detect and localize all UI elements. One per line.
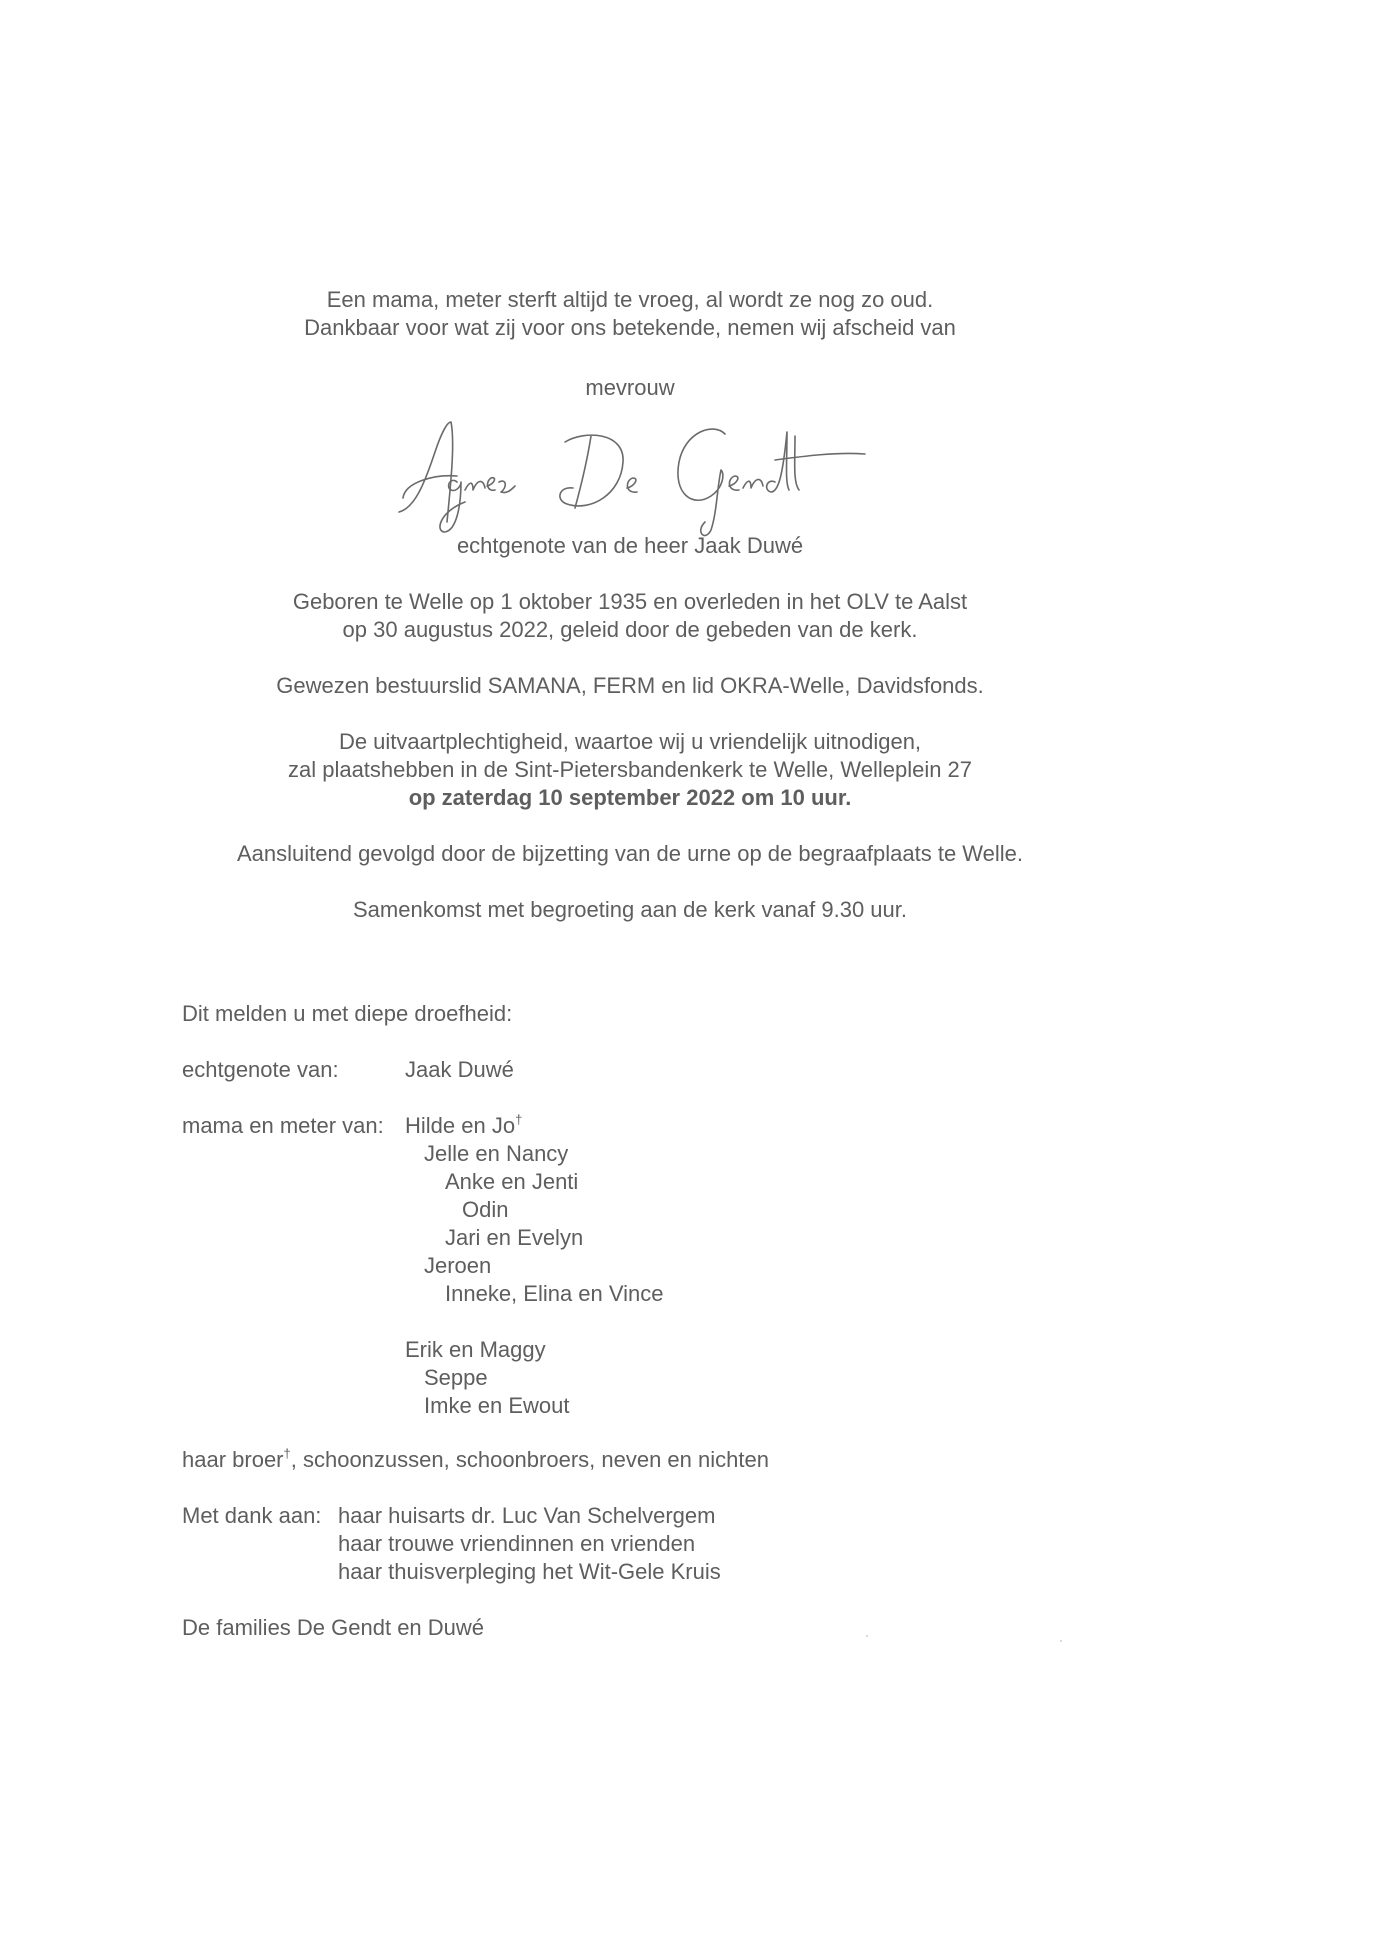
speck-mark xyxy=(866,1635,868,1637)
intro-line-1: Een mama, meter sterft altijd te vroeg, al wordt ze nog zo oud. xyxy=(326,287,934,312)
child-entry: Erik en Maggy xyxy=(405,1337,546,1362)
interment-info: Aansluitend gevolgd door de bijzetting van de urne op de begraafplaats te Welle. xyxy=(236,841,1024,866)
great-grandchild-entry: Odin xyxy=(462,1197,509,1222)
spouse-value: Jaak Duwé xyxy=(405,1057,514,1082)
grandchild-entry: Imke en Ewout xyxy=(424,1393,570,1418)
thanks-item: haar trouwe vriendinnen en vrienden xyxy=(338,1531,696,1556)
dagger-mark: † xyxy=(283,1446,291,1461)
grandchild-entry: Anke en Jenti xyxy=(445,1169,579,1194)
funeral-line-1: De uitvaartplechtigheid, waartoe wij u vriendelijk uitnodigen, xyxy=(338,729,922,754)
thanks-label: Met dank aan: xyxy=(182,1503,322,1528)
dagger-mark: † xyxy=(515,1112,523,1127)
title-word: mevrouw xyxy=(585,375,675,400)
funeral-info xyxy=(0,728,1260,812)
grandchild-entry: Seppe xyxy=(424,1365,488,1390)
grandchild-entry: Jari en Evelyn xyxy=(445,1225,584,1250)
deceased-name-script xyxy=(395,412,885,542)
spouse-label: echtgenote van: xyxy=(182,1057,339,1082)
gathering-info: Samenkomst met begroeting aan de kerk vanaf 9.30 uur. xyxy=(353,897,907,922)
spouse-line: echtgenote van de heer Jaak Duwé xyxy=(456,533,804,558)
relatives-part-1: haar broer xyxy=(182,1447,284,1472)
speck-mark xyxy=(1060,1640,1062,1642)
child-entry xyxy=(405,1112,522,1140)
thanks-item: haar thuisverpleging het Wit-Gele Kruis xyxy=(338,1559,721,1584)
birth-death-info xyxy=(0,588,1260,644)
membership-info: Gewezen bestuurslid SAMANA, FERM en lid OKRA-Welle, Davidsfonds. xyxy=(276,673,984,698)
child-name: Hilde en Jo xyxy=(405,1113,516,1138)
families-signature: De families De Gendt en Duwé xyxy=(182,1615,485,1640)
funeral-line-2: zal plaatshebben in de Sint-Pietersbandenkerk te Welle, Welleplein 27 xyxy=(287,757,973,782)
child-entry: Jelle en Nancy xyxy=(424,1141,569,1166)
announcement-line: Dit melden u met diepe droefheid: xyxy=(182,1001,513,1026)
relatives-part-2: , schoonzussen, schoonbroers, neven en nichten xyxy=(290,1447,769,1472)
funeral-date: op zaterdag 10 september 2022 om 10 uur. xyxy=(408,785,852,810)
birth-line-2: op 30 augustus 2022, geleid door de gebeden van de kerk. xyxy=(342,617,918,642)
grandchild-entry: Inneke, Elina en Vince xyxy=(445,1281,664,1306)
thanks-item: haar huisarts dr. Luc Van Schelvergem xyxy=(338,1503,716,1528)
birth-line-1: Geboren te Welle op 1 oktober 1935 en overleden in het OLV te Aalst xyxy=(292,589,968,614)
intro-line-2: Dankbaar voor wat zij voor ons betekende, nemen wij afscheid van xyxy=(304,315,956,340)
child-entry: Jeroen xyxy=(424,1253,492,1278)
relatives-line xyxy=(182,1446,769,1474)
intro-text xyxy=(0,286,1260,342)
children-label: mama en meter van: xyxy=(182,1113,384,1138)
